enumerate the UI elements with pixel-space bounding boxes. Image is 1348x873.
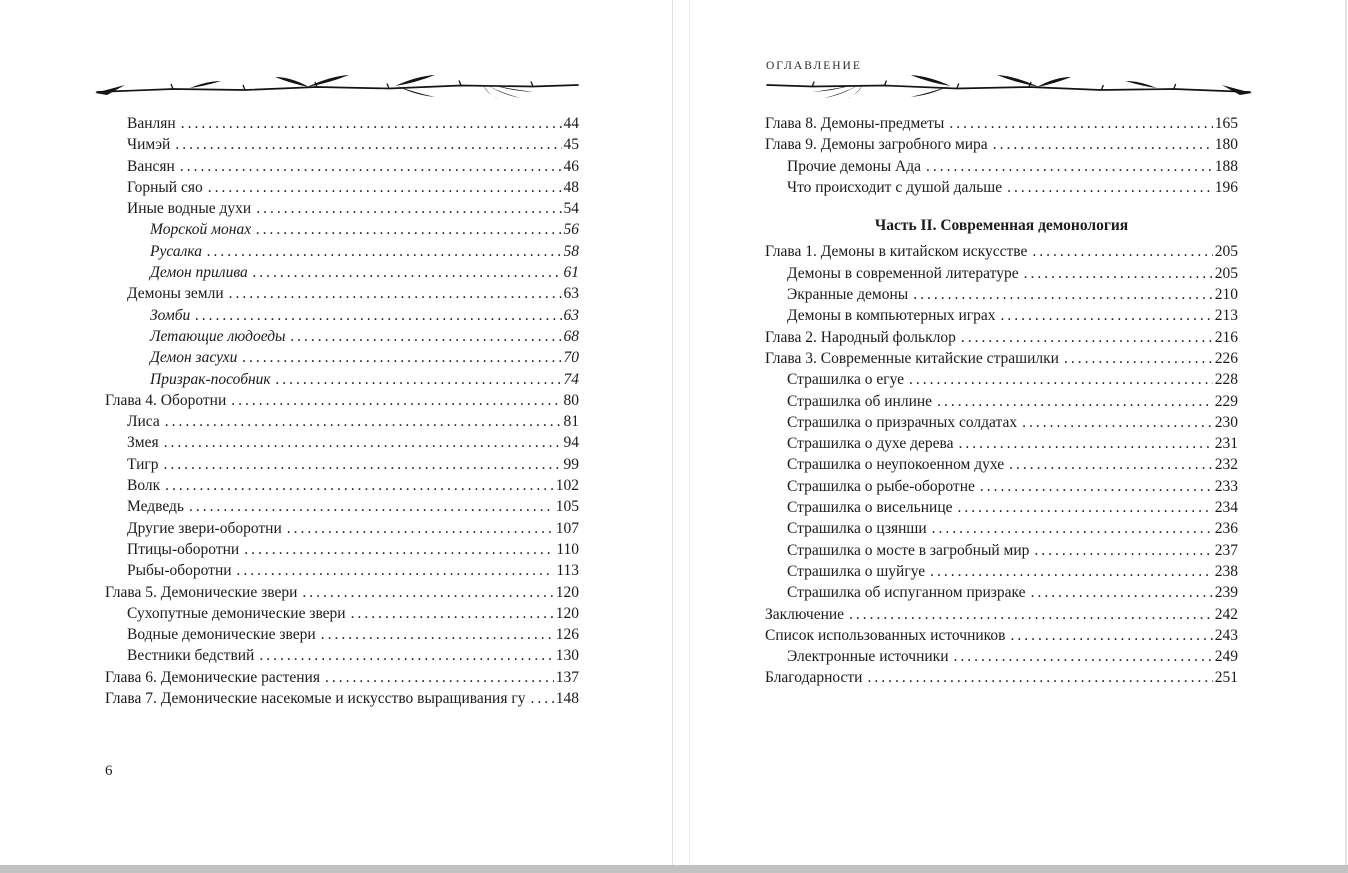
toc-entry-label: Страшилка о неупокоенном духе <box>787 456 1005 474</box>
left-page-toc <box>105 113 579 709</box>
toc-entry-page: 80 <box>563 391 579 409</box>
toc-entry-page: 230 <box>1214 413 1238 431</box>
toc-leader-dots <box>1031 582 1213 603</box>
toc-entry <box>765 369 1238 390</box>
scan-bottom-strip <box>0 865 1348 873</box>
toc-entry <box>765 625 1238 646</box>
bamboo-branch-ornament-left <box>95 73 580 99</box>
toc-entry-label: Медведь <box>127 498 184 516</box>
toc-entry-page: 81 <box>563 413 579 431</box>
toc-entry-page: 237 <box>1214 541 1238 559</box>
toc-leader-dots <box>1034 540 1212 561</box>
toc-entry-label: Что происходит с душой дальше <box>787 178 1003 196</box>
toc-entry-page: 54 <box>563 200 579 218</box>
toc-leader-dots <box>867 667 1212 688</box>
toc-entry-page: 205 <box>1214 264 1238 282</box>
toc-entry <box>105 177 579 198</box>
toc-entry-label: Рыбы-оборотни <box>127 562 232 580</box>
toc-entry-label: Глава 5. Демонические звери <box>105 583 298 601</box>
toc-entry-label: Благодарности <box>765 669 863 687</box>
toc-entry-page: 63 <box>563 285 579 303</box>
toc-entry-label: Тигр <box>127 455 159 473</box>
toc-leader-dots <box>993 134 1213 155</box>
toc-entry <box>105 582 579 603</box>
toc-entry-label: Демоны земли <box>127 285 224 303</box>
toc-entry-label: Водные демонические звери <box>127 626 316 644</box>
toc-entry-label: Прочие демоны Ада <box>787 157 922 175</box>
toc-entry-page: 99 <box>563 455 579 473</box>
toc-entry-label: Горный сяо <box>127 178 203 196</box>
toc-entry-page: 251 <box>1214 669 1238 687</box>
toc-leader-dots <box>165 411 562 432</box>
toc-leader-dots <box>1007 177 1213 198</box>
toc-entry-label: Глава 9. Демоны загробного мира <box>765 136 988 154</box>
toc-leader-dots <box>849 604 1213 625</box>
toc-entry <box>765 327 1238 348</box>
toc-entry-page: 242 <box>1214 605 1238 623</box>
toc-entry <box>105 496 579 517</box>
toc-entry-page: 70 <box>563 349 579 367</box>
toc-leader-dots <box>242 347 561 368</box>
toc-entry <box>105 113 579 134</box>
toc-entry <box>105 432 579 453</box>
toc-entry-label: Чимэй <box>127 136 171 154</box>
toc-entry-label: Демоны в компьютерных играх <box>787 307 996 325</box>
toc-leader-dots <box>949 113 1212 134</box>
toc-entry <box>105 198 579 219</box>
toc-entry-label: Ванлян <box>127 115 176 132</box>
toc-entry <box>105 283 579 304</box>
toc-entry <box>765 156 1238 177</box>
toc-entry-page: 180 <box>1214 136 1238 154</box>
toc-entry-label: Глава 8. Демоны-предметы <box>765 115 945 132</box>
toc-entry-label: Глава 7. Демонические насекомые и искусство выращивания гу <box>105 690 526 708</box>
toc-leader-dots <box>932 518 1213 539</box>
toc-entry-page: 216 <box>1214 328 1238 346</box>
toc-entry-label: Страшилка о призрачных солдатах <box>787 413 1018 431</box>
toc-entry <box>105 667 579 688</box>
toc-entry-page: 229 <box>1214 392 1238 410</box>
toc-entry <box>105 347 579 368</box>
toc-leader-dots <box>1001 305 1213 326</box>
toc-entry <box>765 113 1238 134</box>
toc-entry <box>765 241 1238 262</box>
toc-entry <box>105 241 579 262</box>
toc-leader-dots <box>208 177 562 198</box>
toc-leader-dots <box>954 646 1213 667</box>
toc-entry-page: 243 <box>1214 626 1238 644</box>
toc-entry-page: 137 <box>555 668 579 686</box>
toc-entry-page: 105 <box>555 498 579 516</box>
toc-entry-label: Электронные источники <box>787 648 949 666</box>
toc-entry <box>765 497 1238 518</box>
toc-entry <box>105 518 579 539</box>
toc-entry <box>105 475 579 496</box>
toc-leader-dots <box>207 241 562 262</box>
toc-entry-page: 236 <box>1214 520 1238 538</box>
toc-leader-dots <box>256 198 561 219</box>
toc-entry <box>765 348 1238 369</box>
toc-entry <box>765 391 1238 412</box>
page-edge-line <box>1345 0 1347 865</box>
toc-entry-label: Страшилка о шуйгуе <box>787 562 926 580</box>
toc-leader-dots <box>1032 241 1212 262</box>
toc-leader-dots <box>189 496 554 517</box>
toc-leader-dots <box>321 624 554 645</box>
toc-entry <box>765 667 1238 688</box>
toc-entry-label: Вестники бедствий <box>127 647 255 665</box>
toc-leader-dots <box>175 134 561 155</box>
toc-entry-label: Глава 3. Современные китайские страшилки <box>765 349 1059 367</box>
toc-entry <box>105 134 579 155</box>
toc-entry-label: Другие звери-оборотни <box>127 519 282 537</box>
toc-entry-label: Страшилка об инлине <box>787 392 933 410</box>
toc-leader-dots <box>302 582 553 603</box>
toc-leader-dots <box>980 476 1213 497</box>
toc-leader-dots <box>909 369 1213 390</box>
toc-entry <box>765 604 1238 625</box>
toc-entry-page: 102 <box>555 477 579 495</box>
running-header: ОГЛАВЛЕНИЕ <box>766 60 862 72</box>
toc-entry <box>105 156 579 177</box>
toc-entry-label: Глава 4. Оборотни <box>105 391 227 409</box>
toc-entry-page: 231 <box>1214 435 1238 453</box>
toc-leader-dots <box>253 262 562 283</box>
toc-entry-page: 210 <box>1214 286 1238 304</box>
toc-entry <box>765 454 1238 475</box>
toc-entry-label: Заключение <box>765 605 845 623</box>
toc-entry-label: Страшилка о мосте в загробный мир <box>787 541 1030 559</box>
toc-leader-dots <box>325 667 554 688</box>
toc-entry <box>765 561 1238 582</box>
toc-entry-page: 74 <box>563 370 579 388</box>
toc-entry-label: Страшилка о егуе <box>787 371 905 389</box>
toc-leader-dots <box>937 391 1213 412</box>
toc-leader-dots <box>229 283 562 304</box>
toc-leader-dots <box>926 156 1213 177</box>
toc-entry <box>105 624 579 645</box>
toc-entry <box>105 369 579 390</box>
toc-leader-dots <box>530 688 553 709</box>
toc-entry <box>765 476 1238 497</box>
toc-entry-page: 63 <box>563 306 579 324</box>
toc-leader-dots <box>164 432 562 453</box>
toc-entry-page: 249 <box>1214 648 1238 666</box>
toc-entry-page: 68 <box>563 327 579 345</box>
toc-entry <box>765 284 1238 305</box>
toc-entry-label: Глава 2. Народный фольклор <box>765 328 956 346</box>
page-gutter-line <box>672 0 673 865</box>
toc-entry-label: Вансян <box>127 157 175 175</box>
toc-entry-label: Русалка <box>150 242 202 260</box>
toc-entry-label: Морской монах <box>150 221 252 239</box>
bamboo-branch-ornament-right <box>765 73 1252 99</box>
toc-entry-page: 239 <box>1214 584 1238 602</box>
toc-entry-label: Глава 1. Демоны в китайском искусстве <box>765 243 1028 261</box>
toc-entry <box>105 326 579 347</box>
toc-entry-page: 213 <box>1214 307 1238 325</box>
toc-leader-dots <box>961 327 1213 348</box>
toc-entry-label: Зомби <box>150 306 191 324</box>
toc-entry-page: 234 <box>1214 499 1238 517</box>
toc-leader-dots <box>237 560 555 581</box>
toc-entry-label: Демон прилива <box>150 264 248 282</box>
toc-entry <box>105 539 579 560</box>
toc-entry-page: 46 <box>563 157 579 175</box>
toc-entry-page: 110 <box>556 540 579 558</box>
toc-entry <box>105 262 579 283</box>
toc-entry <box>105 645 579 666</box>
toc-entry-label: Экранные демоны <box>787 286 909 304</box>
toc-entry-page: 188 <box>1214 157 1238 175</box>
toc-leader-dots <box>287 518 554 539</box>
page-gutter-line-2 <box>689 0 690 865</box>
toc-entry-page: 107 <box>555 519 579 537</box>
toc-entry <box>765 305 1238 326</box>
toc-entry-page: 226 <box>1214 349 1238 367</box>
toc-entry <box>765 263 1238 284</box>
toc-leader-dots <box>1009 454 1213 475</box>
toc-leader-dots <box>351 603 554 624</box>
toc-entry <box>105 219 579 240</box>
toc-entry <box>105 411 579 432</box>
toc-entry-label: Иные водные духи <box>127 200 252 218</box>
toc-entry-label: Сухопутные демонические звери <box>127 604 346 622</box>
toc-entry-label: Призрак-пособник <box>150 370 271 388</box>
toc-entry-page: 61 <box>563 264 579 282</box>
toc-leader-dots <box>163 454 561 475</box>
toc-entry-page: 126 <box>555 626 579 644</box>
toc-leader-dots <box>958 497 1213 518</box>
right-page-toc <box>765 113 1238 689</box>
toc-entry-page: 232 <box>1214 456 1238 474</box>
toc-entry <box>105 454 579 475</box>
toc-entry-label: Демоны в современной литературе <box>787 264 1019 282</box>
toc-entry-label: Страшилка о рыбе-оборотне <box>787 477 975 495</box>
toc-leader-dots <box>913 284 1213 305</box>
toc-entry <box>765 177 1238 198</box>
toc-entry-label: Глава 6. Демонические растения <box>105 668 320 686</box>
toc-entry-label: Лиса <box>127 413 160 431</box>
toc-leader-dots <box>181 113 562 134</box>
toc-entry-page: 130 <box>555 647 579 665</box>
toc-entry-page: 233 <box>1214 477 1238 495</box>
toc-entry-page: 196 <box>1214 178 1238 196</box>
toc-leader-dots <box>259 645 553 666</box>
toc-leader-dots <box>1064 348 1213 369</box>
toc-entry-page: 113 <box>556 562 579 580</box>
toc-entry-page: 44 <box>563 115 579 132</box>
toc-leader-dots <box>1022 412 1213 433</box>
toc-entry-label: Волк <box>127 477 161 495</box>
toc-entry-label: Страшилка о цзянши <box>787 520 927 538</box>
toc-leader-dots <box>165 475 554 496</box>
toc-entry-page: 120 <box>555 583 579 601</box>
part-heading: Часть II. Современная демонология <box>874 217 1129 235</box>
toc-entry <box>105 688 579 709</box>
toc-entry-label: Птицы-оборотни <box>127 540 240 558</box>
toc-entry <box>105 305 579 326</box>
toc-entry-page: 48 <box>563 178 579 196</box>
toc-entry-label: Демон засухи <box>150 349 238 367</box>
toc-entry-page: 120 <box>555 604 579 622</box>
toc-entry-page: 58 <box>563 242 579 260</box>
toc-entry-page: 94 <box>563 434 579 452</box>
toc-entry <box>765 412 1238 433</box>
toc-leader-dots <box>276 369 562 390</box>
toc-entry-page: 238 <box>1214 562 1238 580</box>
toc-entry-label: Страшилка о духе дерева <box>787 435 954 453</box>
toc-entry-page: 165 <box>1214 115 1238 132</box>
toc-entry <box>105 560 579 581</box>
toc-leader-dots <box>180 156 562 177</box>
toc-leader-dots <box>959 433 1213 454</box>
toc-entry-page: 45 <box>563 136 579 154</box>
toc-entry <box>765 646 1238 667</box>
toc-leader-dots <box>195 305 561 326</box>
toc-leader-dots <box>231 390 561 411</box>
toc-leader-dots <box>291 326 562 347</box>
toc-entry <box>765 134 1238 155</box>
toc-leader-dots <box>256 219 561 240</box>
toc-entry-label: Страшилка о висельнице <box>787 499 953 517</box>
toc-entry-label: Список использованных источников <box>765 626 1006 644</box>
toc-entry <box>105 390 579 411</box>
page-number: 6 <box>105 763 113 779</box>
toc-entry-label: Страшилка об испуганном призраке <box>787 584 1026 602</box>
toc-entry-label: Летающие людоеды <box>150 327 286 345</box>
toc-leader-dots <box>1010 625 1212 646</box>
toc-entry-page: 205 <box>1214 243 1238 261</box>
toc-entry <box>765 433 1238 454</box>
toc-leader-dots <box>1024 263 1213 284</box>
toc-leader-dots <box>244 539 554 560</box>
toc-entry-page: 56 <box>563 221 579 239</box>
toc-leader-dots <box>930 561 1213 582</box>
toc-entry <box>765 518 1238 539</box>
toc-entry-page: 228 <box>1214 371 1238 389</box>
toc-entry <box>765 540 1238 561</box>
toc-entry <box>765 582 1238 603</box>
toc-entry-label: Змея <box>127 434 159 452</box>
toc-entry-page: 148 <box>555 690 579 708</box>
toc-entry <box>105 603 579 624</box>
